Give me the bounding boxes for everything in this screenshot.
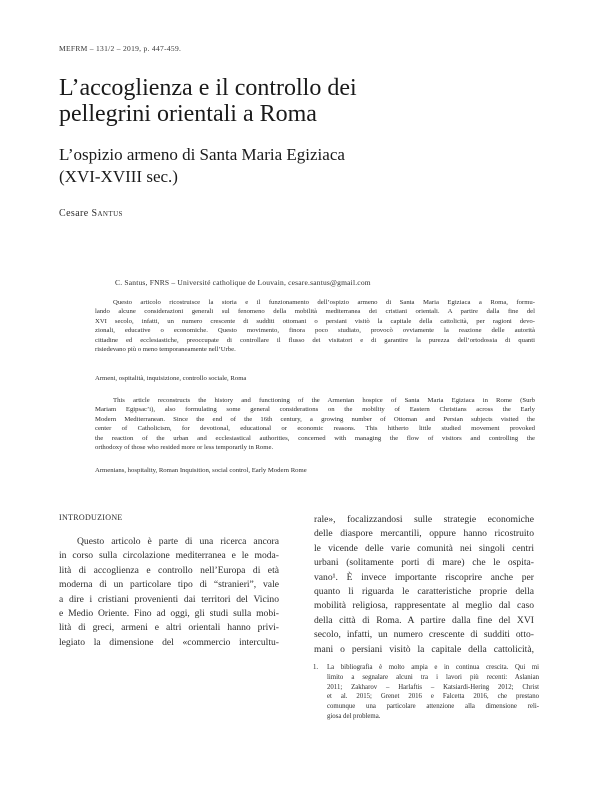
body-line: quanto li riguarda le caratteristiche proprie della <box>314 586 534 598</box>
body-column-left <box>59 535 279 650</box>
footnote-line: giosa del problema. <box>327 712 381 720</box>
body-column-right <box>314 513 534 657</box>
footnote-line: limito a segnalare alcuni tra i lavori più recenti: Aslanian <box>327 673 539 681</box>
body-line: lità di greci, armeni e altri orientali hanno privi- <box>59 622 279 634</box>
body-line: mobilità religiosa, rappresentate al meglio dal caso <box>314 600 534 612</box>
abstract-italian <box>95 298 535 354</box>
footnote <box>314 663 539 722</box>
keywords-italian: Armeni, ospitalità, inquisizione, controllo sociale, Roma <box>95 375 247 382</box>
body-line: le vicende delle varie comunità nei singoli centri <box>314 542 534 554</box>
abstract-line: Mariam Egipsac’i), also formulating some general considerations on the mobility of Eastern Christians across the Early <box>95 406 535 414</box>
article-subtitle <box>59 144 539 188</box>
author-affiliation: C. Santus, FNRS – Université catholique de Louvain, cesare.santus@gmail.com <box>115 278 371 287</box>
body-line: rale», focalizzandosi sulle strategie economiche <box>314 514 534 525</box>
body-line: legiato la dimensione del «commercio intercultu- <box>59 636 279 648</box>
abstract-line: zionali, educative o economiche. Questo movimento, finora poco studiato, provocò ovviamente la reazione delle autorità <box>95 327 535 335</box>
abstract-line: Questo articolo ricostruisce la storia e il funzionamento dell’ospizio armeno di Santa Maria Egiziaca a Roma, formu- <box>113 299 535 306</box>
body-line: lità di accoglienza e controllo nell’Europa di età <box>59 564 279 576</box>
title-line: pellegrini orientali a Roma <box>59 101 317 127</box>
body-line: vano¹. È invece importante riscoprire anche per <box>314 571 534 583</box>
abstract-english <box>95 396 535 452</box>
title-line: L’accoglienza e il controllo dei <box>59 75 357 101</box>
footnote-number: 1. <box>313 664 319 671</box>
body-line: della città di Roma. A partire dalla fine del XVI <box>314 614 534 626</box>
abstract-line: Modern Mediterranean. Since the end of the 16th century, a growing number of Ottoman and Persian subjects visited the <box>95 415 535 423</box>
body-line: e Medio Oriente. Fino ad oggi, gli studi sulla mobi- <box>59 608 279 620</box>
section-heading: INTRODUZIONE <box>59 513 123 522</box>
body-line: moderna di un particolare tipo di “stranieri”, vale <box>59 579 279 591</box>
body-line: Questo articolo è parte di una ricerca ancora <box>77 536 279 547</box>
author-first-name: Cesare <box>59 208 89 219</box>
author-name <box>59 208 123 219</box>
footnote-line: 2011; Zakharov – Harlaftis – Katsiardi-Hering 2012; Christ <box>327 683 539 691</box>
subtitle-line: L’ospizio armeno di Santa Maria Egiziaca <box>59 145 345 164</box>
subtitle-line: (XVI-XVIII sec.) <box>59 167 178 186</box>
abstract-line: center of Catholicism, for devotional, educational or economic reasons. This hitherto little studied movement provoked <box>95 425 535 433</box>
journal-header: MEFRM – 131/2 – 2019, p. 447-459. <box>59 44 182 53</box>
author-last-name: Santus <box>91 208 123 219</box>
abstract-line: This article reconstructs the history and functioning of the Armenian hospice of Santa Maria Egiziaca in Rome (Surb <box>113 397 535 404</box>
body-line: in corso sulla circolazione mediterranea e le moda- <box>59 550 279 562</box>
article-title <box>59 75 539 127</box>
abstract-line: orthodoxy of those who resided more or less temporarily in Rome. <box>95 444 274 452</box>
footnote-line: et al. 2015; Grenet 2016 e Falcetta 2016, che prestano <box>327 693 539 701</box>
body-line: secolo, infatti, un numero crescente di sudditi otto- <box>314 629 534 641</box>
body-line: a dire i cristiani provenienti dai territori del Vicino <box>59 593 279 605</box>
footnote-line: La bibliografia è molto ampia e in continua crescita. Qui mi <box>327 664 539 671</box>
body-line: delle diaspore mercantili, oppure hanno ricostruito <box>314 528 534 540</box>
body-line: urbani (solitamente porti di mare) che le ospita- <box>314 557 534 569</box>
abstract-line: lando alcune considerazioni generali sul fenomeno della mobilità mediterranea dei cristiani orientali. A partire dalla fine del <box>95 308 535 316</box>
body-line: mani o persiani visitò la capitale della cattolicità, <box>314 643 534 655</box>
abstract-line: the reaction of the urban and ecclesiastical authorities, concerned with managing the flow of visitors and controlling the <box>95 434 535 442</box>
abstract-line: XVI secolo, infatti, un numero crescente di sudditi ottomani o persiani visitò la capitale della cattolicità, per ragioni devo- <box>95 317 535 325</box>
abstract-line: cittadine ed ecclesiastiche, preoccupate di controllare il flusso dei visitatori e di garantire la purezza dell’ortodossia di quanti <box>95 336 535 344</box>
keywords-english: Armenians, hospitality, Roman Inquisition, social control, Early Modern Rome <box>95 467 307 474</box>
abstract-line: risiedevano più o meno temporaneamente nell’Urbe. <box>95 346 236 354</box>
footnote-line: comunque una particolare attenzione alla dimensione reli- <box>327 703 539 711</box>
